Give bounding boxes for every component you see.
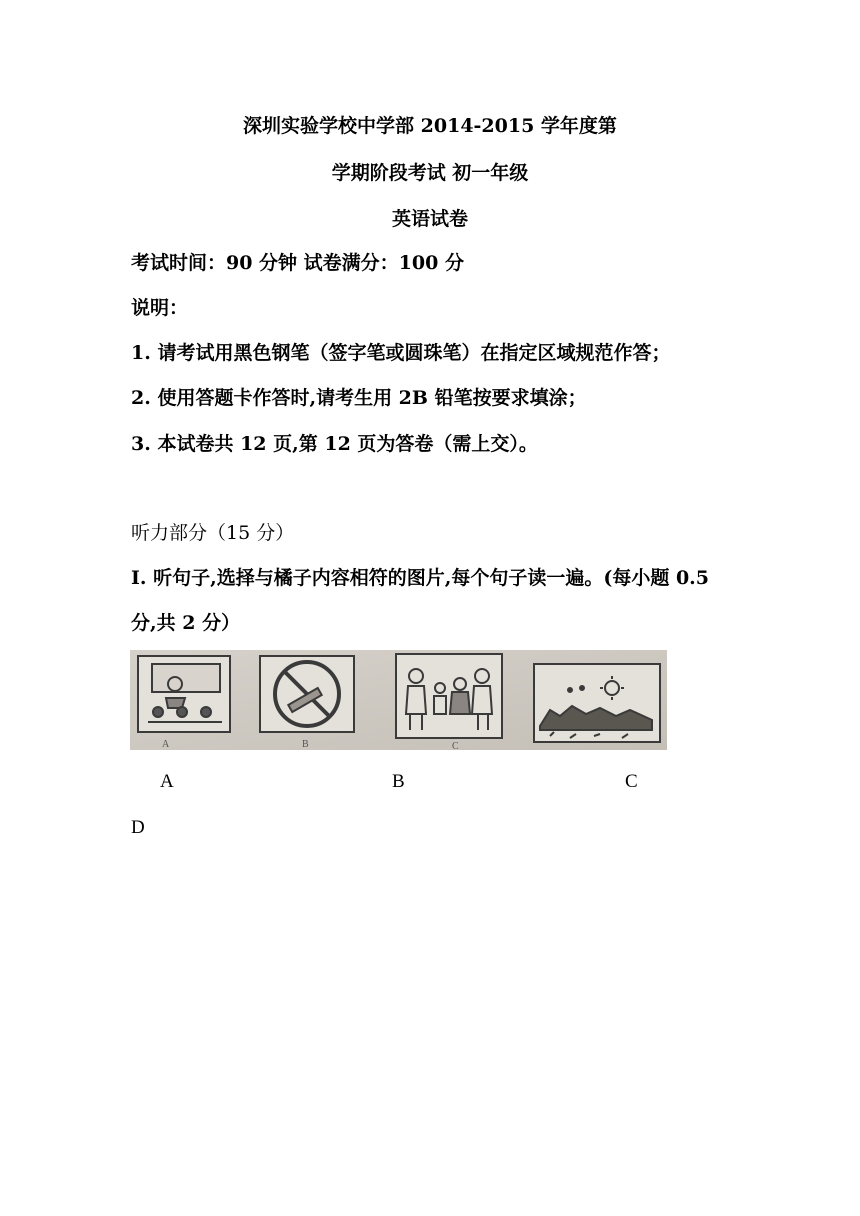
question-pictures	[130, 650, 667, 750]
header-line-3: 英语试卷	[391, 208, 468, 230]
picture-c-label: C	[452, 741, 459, 750]
option-d: D	[131, 817, 145, 838]
header-line-2: 学期阶段考试 初一年级	[331, 162, 529, 184]
question-line-2: 分,共 2 分）	[131, 612, 241, 634]
pictures-illustration	[130, 650, 667, 750]
option-b: B	[392, 771, 405, 792]
picture-d-outdoor	[534, 664, 660, 742]
header-line-1: 深圳实验学校中学部 2014-2015 学年度第	[243, 115, 617, 137]
picture-c-family	[396, 654, 502, 738]
notes-title: 说明：	[131, 297, 189, 319]
exam-info: 考试时间：90 分钟 试卷满分：100 分	[131, 252, 464, 274]
note-1: 1. 请考试用黑色钢笔（签字笔或圆珠笔）在指定区域规范作答；	[131, 342, 671, 364]
picture-a-label: A	[162, 739, 170, 750]
picture-b-no-smoking	[260, 656, 354, 732]
option-a: A	[160, 771, 174, 792]
note-3: 3. 本试卷共 12 页,第 12 页为答卷（需上交）。	[131, 433, 538, 455]
picture-a-classroom	[138, 656, 230, 732]
note-2: 2. 使用答题卡作答时,请考生用 2B 铅笔按要求填涂；	[131, 387, 587, 409]
picture-b-label: B	[302, 739, 309, 750]
question-line-1: I. 听句子,选择与橘子内容相符的图片,每个句子读一遍。(每小题 0.5	[131, 567, 710, 589]
option-c: C	[625, 771, 638, 792]
section-title: 听力部分（15 分）	[131, 522, 295, 544]
